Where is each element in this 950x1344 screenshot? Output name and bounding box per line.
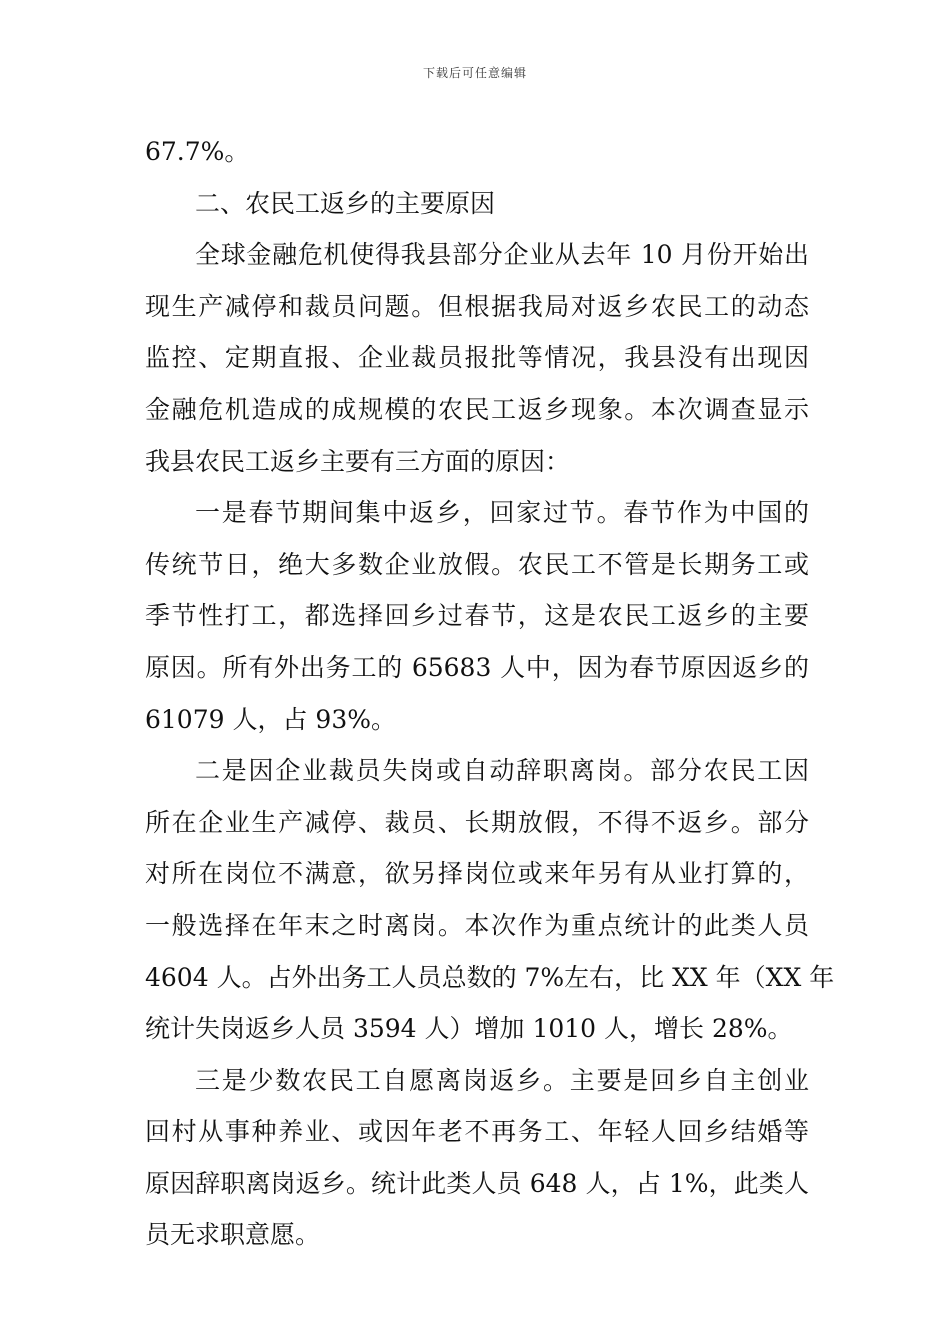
text-line: 员无求职意愿。: [145, 1220, 321, 1250]
text-line: 所在企业生产减停、裁员、长期放假，不得不返乡。部分: [145, 807, 809, 837]
text-line: 二、农民工返乡的主要原因: [195, 188, 496, 218]
text-line: 61079 人，占 93%。: [145, 704, 396, 734]
text-line: 金融危机造成的成规模的农民工返乡现象。本次调查显示: [145, 394, 809, 424]
text-line: 4604 人。占外出务工人员总数的 7%左右，比 XX 年（XX 年: [145, 962, 835, 992]
text-line: 三是少数农民工自愿离岗返乡。主要是回乡自主创业: [195, 1065, 809, 1095]
text-line: 传统节日，绝大多数企业放假。农民工不管是长期务工或: [145, 549, 809, 579]
text-line: 二是因企业裁员失岗或自动辞职离岗。部分农民工因: [195, 756, 809, 786]
text-line: 一般选择在年末之时离岗。本次作为重点统计的此类人员: [145, 910, 809, 940]
text-line: 原因。所有外出务工的 65683 人中，因为春节原因返乡的: [145, 652, 809, 682]
text-line: 季节性打工，都选择回乡过春节，这是农民工返乡的主要: [145, 601, 809, 631]
text-line: 全球金融危机使得我县部分企业从去年 10 月份开始出: [195, 240, 809, 270]
text-line: 原因辞职离岗返乡。统计此类人员 648 人，占 1%，此类人: [145, 1168, 809, 1198]
text-line: 我县农民工返乡主要有三方面的原因：: [145, 446, 571, 476]
text-line: 一是春节期间集中返乡，回家过节。春节作为中国的: [195, 498, 809, 528]
page-header: 下载后可任意编辑: [422, 66, 527, 80]
text-line: 现生产减停和裁员问题。但根据我局对返乡农民工的动态: [145, 291, 809, 321]
text-line: 统计失岗返乡人员 3594 人）增加 1010 人，增长 28%。: [145, 1014, 793, 1044]
text-line: 回村从事种养业、或因年老不再务工、年轻人回乡结婚等: [145, 1117, 809, 1147]
text-line: 监控、定期直报、企业裁员报批等情况，我县没有出现因: [145, 343, 809, 373]
document-body: [145, 126, 835, 1261]
text-line: 67.7%。: [145, 137, 250, 166]
text-line: 对所在岗位不满意，欲另择岗位或来年另有从业打算的，: [145, 859, 809, 889]
